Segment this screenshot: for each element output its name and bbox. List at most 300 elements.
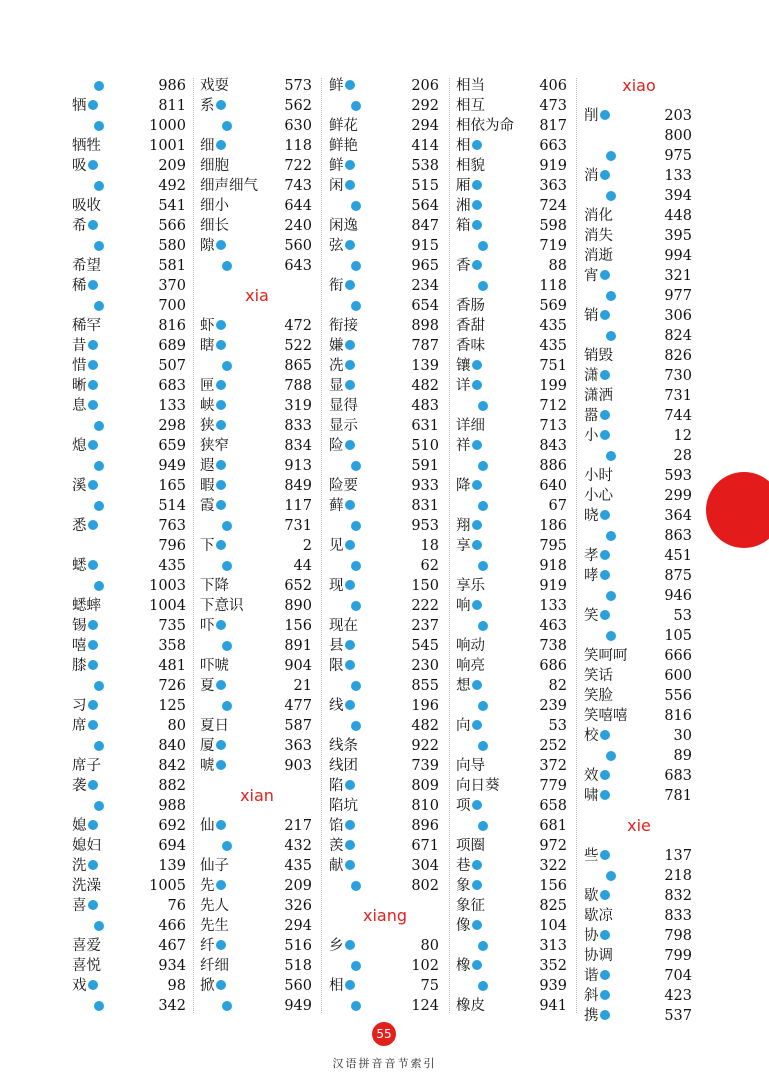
- circle-marker-icon: [222, 701, 232, 711]
- circle-marker-icon: [472, 880, 482, 890]
- entry-page-number: 824: [664, 328, 692, 344]
- circle-marker-icon: [222, 1001, 232, 1011]
- circle-marker-icon: [472, 140, 482, 150]
- entry-page-number: 842: [158, 758, 186, 774]
- entry-word: [584, 786, 610, 806]
- entry-word-text: 夏: [200, 678, 215, 694]
- index-entry: [329, 256, 441, 276]
- index-entry: [200, 76, 314, 96]
- entry-page-number: 507: [158, 358, 186, 374]
- entry-page-number: 913: [284, 458, 312, 474]
- entry-page-number: 372: [539, 758, 567, 774]
- entry-page-number: 364: [664, 508, 692, 524]
- index-entry: [200, 856, 314, 876]
- entry-word: [456, 856, 482, 876]
- entry-word-text: 笑话: [584, 668, 613, 684]
- index-entry: [456, 176, 569, 196]
- syllable-heading: xie: [627, 816, 651, 835]
- index-column-2: [200, 76, 314, 1016]
- entry-word-text: 蟋蟀: [72, 598, 101, 614]
- entry-word: [329, 76, 355, 96]
- entry-page-number: 30: [673, 728, 692, 744]
- entry-word: [456, 116, 514, 136]
- entry-word-text: 仙: [200, 818, 215, 834]
- entry-word: [72, 956, 101, 976]
- entry-word-text: 细小: [200, 198, 229, 214]
- entry-word: [329, 696, 355, 716]
- index-entry: [329, 456, 441, 476]
- index-entry: [72, 696, 188, 716]
- entry-page-number: 744: [664, 408, 692, 424]
- entry-word-text: 想: [456, 678, 471, 694]
- entry-word: [72, 696, 98, 716]
- entry-page-number: 118: [284, 138, 312, 154]
- index-entry: [584, 246, 694, 266]
- index-entry: [329, 476, 441, 496]
- circle-marker-icon: [600, 610, 610, 620]
- entry-word: [200, 176, 258, 196]
- entry-page-number: 322: [539, 858, 567, 874]
- entry-word: [329, 156, 355, 176]
- entry-word: [584, 306, 610, 326]
- index-entry: [200, 836, 314, 856]
- circle-marker-icon: [472, 720, 482, 730]
- entry-word: [584, 986, 610, 1006]
- circle-marker-icon: [345, 660, 355, 670]
- index-entry: [329, 156, 441, 176]
- index-entry: [200, 896, 314, 916]
- entry-page-number: 515: [411, 178, 439, 194]
- entry-page-number: 133: [664, 168, 692, 184]
- entry-word: [329, 656, 355, 676]
- index-entry: [72, 396, 188, 416]
- index-entry: [584, 226, 694, 246]
- circle-marker-icon: [88, 380, 98, 390]
- entry-word: [329, 816, 355, 836]
- index-entry: [200, 236, 314, 256]
- circle-marker-icon: [88, 700, 98, 710]
- entry-word: [200, 936, 226, 956]
- entry-page-number: 692: [158, 818, 186, 834]
- entry-page-number: 965: [411, 258, 439, 274]
- circle-marker-icon: [94, 581, 104, 591]
- entry-page-number: 358: [158, 638, 186, 654]
- section-spacer: [200, 306, 314, 316]
- entry-word: [329, 436, 355, 456]
- entry-word-text: 先生: [200, 918, 229, 934]
- entry-word: [584, 386, 613, 406]
- entry-word-text: 细声细气: [200, 178, 258, 194]
- index-entry: [72, 736, 188, 756]
- circle-marker-icon: [351, 461, 361, 471]
- index-column-5: [584, 76, 694, 1024]
- circle-marker-icon: [94, 241, 104, 251]
- circle-marker-icon: [94, 681, 104, 691]
- circle-marker-icon: [222, 521, 232, 531]
- entry-word-text: 峡: [200, 398, 215, 414]
- circle-marker-icon: [94, 921, 104, 931]
- entry-word: [456, 676, 482, 696]
- entry-page-number: 492: [158, 178, 186, 194]
- entry-word: [200, 956, 229, 976]
- entry-word-text: 霞: [200, 498, 215, 514]
- entry-page-number: 133: [539, 598, 567, 614]
- entry-word-text: 惜: [72, 358, 87, 374]
- entry-word-text: 笑脸: [584, 688, 613, 704]
- entry-word: [200, 896, 229, 916]
- entry-word-text: 希: [72, 218, 87, 234]
- index-entry: [329, 216, 441, 236]
- index-entry: [329, 356, 441, 376]
- entry-word: [72, 776, 98, 796]
- circle-marker-icon: [222, 561, 232, 571]
- entry-page-number: 186: [539, 518, 567, 534]
- entry-word: [329, 116, 358, 136]
- index-entry: [456, 476, 569, 496]
- index-entry: [456, 696, 569, 716]
- entry-page-number: 473: [539, 98, 567, 114]
- entry-page-number: 826: [664, 348, 692, 364]
- entry-word: [72, 716, 98, 736]
- entry-page-number: 671: [411, 838, 439, 854]
- index-entry: [456, 376, 569, 396]
- entry-word: [584, 486, 613, 506]
- circle-marker-icon: [88, 900, 98, 910]
- syllable-heading: xian: [240, 786, 274, 805]
- entry-page-number: 156: [284, 618, 312, 634]
- entry-word-text: 笑呵呵: [584, 648, 628, 664]
- circle-marker-icon: [88, 480, 98, 490]
- entry-word-text: 悉: [72, 518, 87, 534]
- index-entry: [200, 656, 314, 676]
- entry-page-number: 953: [411, 518, 439, 534]
- circle-marker-icon: [472, 520, 482, 530]
- entry-page-number: 560: [284, 238, 312, 254]
- entry-page-number: 886: [539, 458, 567, 474]
- entry-word: [200, 376, 226, 396]
- index-entry: [584, 726, 694, 746]
- entry-word-text: 锡: [72, 618, 87, 634]
- entry-word-text: 笑嘻嘻: [584, 708, 628, 724]
- entry-word: [584, 366, 610, 386]
- circle-marker-icon: [600, 890, 610, 900]
- entry-word-text: 相: [329, 978, 344, 994]
- index-entry: [200, 676, 314, 696]
- circle-marker-icon: [216, 140, 226, 150]
- circle-marker-icon: [345, 240, 355, 250]
- index-entry: [456, 316, 569, 336]
- entry-word: [584, 466, 613, 486]
- entry-word: [329, 376, 355, 396]
- entry-word-text: 习: [72, 698, 87, 714]
- entry-page-number: 2: [302, 538, 312, 554]
- column-divider: [449, 78, 450, 1013]
- entry-word-text: 厦: [200, 738, 215, 754]
- entry-word: [200, 476, 226, 496]
- entry-word: [456, 416, 485, 436]
- index-entry: [329, 136, 441, 156]
- circle-marker-icon: [345, 980, 355, 990]
- circle-marker-icon: [600, 770, 610, 780]
- index-entry: [200, 636, 314, 656]
- index-entry: [456, 676, 569, 696]
- entry-page-number: 1005: [149, 878, 186, 894]
- entry-word: [329, 336, 355, 356]
- entry-word-text: 鲜花: [329, 118, 358, 134]
- entry-word-text: 细胞: [200, 158, 229, 174]
- index-entry: [584, 206, 694, 226]
- index-entry: [329, 76, 441, 96]
- entry-word: [72, 216, 98, 236]
- circle-marker-icon: [351, 961, 361, 971]
- index-entry: [200, 96, 314, 116]
- entry-page-number: 694: [158, 838, 186, 854]
- entry-page-number: 939: [539, 978, 567, 994]
- index-entry: [456, 96, 569, 116]
- entry-word: [200, 716, 229, 736]
- entry-word: [584, 966, 610, 986]
- entry-word: [329, 836, 355, 856]
- entry-word-text: 闲: [329, 178, 344, 194]
- index-entry: [72, 96, 188, 116]
- index-entry: [72, 416, 188, 436]
- index-entry: [200, 396, 314, 416]
- entry-word-text: 香: [456, 258, 471, 274]
- circle-marker-icon: [216, 460, 226, 470]
- entry-word-text: 席子: [72, 758, 101, 774]
- entry-word-text: 熄: [72, 438, 87, 454]
- index-entry: [329, 516, 441, 536]
- index-entry: [72, 256, 188, 276]
- entry-word: [329, 976, 355, 996]
- entry-word: [329, 616, 358, 636]
- index-entry: [200, 336, 314, 356]
- entry-page-number: 825: [539, 898, 567, 914]
- entry-page-number: 802: [411, 878, 439, 894]
- entry-word-text: 纤细: [200, 958, 229, 974]
- section-spacer: [329, 926, 441, 936]
- circle-marker-icon: [351, 681, 361, 691]
- entry-page-number: 831: [411, 498, 439, 514]
- entry-word: [456, 796, 482, 816]
- index-entry: [72, 436, 188, 456]
- circle-marker-icon: [345, 700, 355, 710]
- index-entry: [584, 546, 694, 566]
- entry-page-number: 352: [539, 958, 567, 974]
- entry-word-text: 牺: [72, 98, 87, 114]
- circle-marker-icon: [478, 281, 488, 291]
- entry-page-number: 833: [664, 908, 692, 924]
- syllable-heading: xiao: [622, 76, 656, 95]
- entry-page-number: 724: [539, 198, 567, 214]
- entry-page-number: 209: [158, 158, 186, 174]
- index-entry: [200, 356, 314, 376]
- index-entry: [329, 756, 441, 776]
- circle-marker-icon: [600, 410, 610, 420]
- index-entry: [329, 816, 441, 836]
- index-entry: [456, 296, 569, 316]
- index-entry: [456, 336, 569, 356]
- entry-word: [200, 156, 229, 176]
- syllable-heading: xia: [245, 286, 269, 305]
- entry-word: [584, 346, 613, 366]
- index-entry: [329, 316, 441, 336]
- entry-word: [456, 376, 482, 396]
- circle-marker-icon: [216, 240, 226, 250]
- entry-word-text: 湘: [456, 198, 471, 214]
- circle-marker-icon: [88, 440, 98, 450]
- circle-marker-icon: [600, 310, 610, 320]
- circle-marker-icon: [222, 261, 232, 271]
- circle-marker-icon: [94, 81, 104, 91]
- index-entry: [72, 176, 188, 196]
- entry-page-number: 663: [539, 138, 567, 154]
- index-entry: [200, 816, 314, 836]
- entry-page-number: 432: [284, 838, 312, 854]
- entry-page-number: 538: [411, 158, 439, 174]
- entry-word: [72, 356, 98, 376]
- entry-page-number: 395: [664, 228, 692, 244]
- entry-page-number: 919: [539, 578, 567, 594]
- circle-marker-icon: [216, 820, 226, 830]
- entry-word-text: 隙: [200, 238, 215, 254]
- entry-page-number: 199: [539, 378, 567, 394]
- index-entry: [584, 346, 694, 366]
- circle-marker-icon: [600, 170, 610, 180]
- circle-marker-icon: [600, 930, 610, 940]
- entry-word-text: 显得: [329, 398, 358, 414]
- entry-word-text: 相依为命: [456, 118, 514, 134]
- entry-word-text: 鲜艳: [329, 138, 358, 154]
- entry-word: [329, 396, 358, 416]
- circle-marker-icon: [345, 340, 355, 350]
- circle-marker-icon: [600, 110, 610, 120]
- entry-page-number: 795: [539, 538, 567, 554]
- circle-marker-icon: [478, 561, 488, 571]
- entry-word-text: 橡皮: [456, 998, 485, 1014]
- index-column-4: [456, 76, 569, 1016]
- entry-word-text: 下意识: [200, 598, 244, 614]
- index-entry: [72, 916, 188, 936]
- entry-page-number: 689: [158, 338, 186, 354]
- entry-word-text: 香甜: [456, 318, 485, 334]
- entry-word-text: 削: [584, 108, 599, 124]
- entry-page-number: 545: [411, 638, 439, 654]
- entry-page-number: 477: [284, 698, 312, 714]
- circle-marker-icon: [472, 360, 482, 370]
- entry-word: [329, 756, 358, 776]
- entry-page-number: 863: [664, 528, 692, 544]
- entry-word: [329, 576, 355, 596]
- entry-word-text: 歇凉: [584, 908, 613, 924]
- circle-marker-icon: [216, 620, 226, 630]
- entry-page-number: 643: [284, 258, 312, 274]
- index-entry: [72, 716, 188, 736]
- entry-page-number: 934: [158, 958, 186, 974]
- circle-marker-icon: [88, 640, 98, 650]
- entry-word-text: 细: [200, 138, 215, 154]
- index-entry: [584, 1006, 694, 1026]
- entry-page-number: 510: [411, 438, 439, 454]
- entry-page-number: 896: [411, 818, 439, 834]
- entry-word-text: 协调: [584, 948, 613, 964]
- section-spacer: [584, 836, 694, 846]
- circle-marker-icon: [216, 400, 226, 410]
- index-entry: [329, 856, 441, 876]
- circle-marker-icon: [345, 780, 355, 790]
- circle-marker-icon: [606, 291, 616, 301]
- entry-page-number: 847: [411, 218, 439, 234]
- entry-page-number: 796: [158, 538, 186, 554]
- index-entry: [72, 676, 188, 696]
- entry-word-text: 消逝: [584, 248, 613, 264]
- entry-page-number: 855: [411, 678, 439, 694]
- circle-marker-icon: [600, 990, 610, 1000]
- entry-word-text: 乡: [329, 938, 344, 954]
- entry-page-number: 919: [539, 158, 567, 174]
- index-entry: [456, 496, 569, 516]
- entry-page-number: 832: [664, 888, 692, 904]
- circle-marker-icon: [351, 261, 361, 271]
- index-entry: [72, 76, 188, 96]
- circle-marker-icon: [216, 500, 226, 510]
- entry-word-text: 席: [72, 718, 87, 734]
- index-entry: [72, 636, 188, 656]
- index-entry: [584, 366, 694, 386]
- entry-word: [329, 176, 355, 196]
- index-entry: [456, 956, 569, 976]
- entry-word-text: 系: [200, 98, 215, 114]
- index-entry: [200, 316, 314, 336]
- circle-marker-icon: [345, 580, 355, 590]
- entry-page-number: 566: [158, 218, 186, 234]
- entry-word: [329, 736, 358, 756]
- entry-word-text: 先人: [200, 898, 229, 914]
- entry-page-number: 573: [284, 78, 312, 94]
- entry-word-text: 昔: [72, 338, 87, 354]
- entry-page-number: 342: [158, 998, 186, 1014]
- entry-word-text: 狭窄: [200, 438, 229, 454]
- index-entry: [584, 306, 694, 326]
- entry-word: [584, 546, 610, 566]
- circle-marker-icon: [88, 520, 98, 530]
- index-entry: [584, 566, 694, 586]
- entry-page-number: 209: [284, 878, 312, 894]
- section-spacer: [584, 806, 694, 816]
- index-entry: [72, 656, 188, 676]
- column-divider: [193, 78, 194, 1013]
- entry-word: [456, 476, 482, 496]
- index-entry: [200, 376, 314, 396]
- circle-marker-icon: [478, 741, 488, 751]
- index-entry: [200, 996, 314, 1016]
- entry-word: [584, 926, 610, 946]
- entry-page-number: 798: [664, 928, 692, 944]
- entry-word: [72, 276, 98, 296]
- entry-page-number: 587: [284, 718, 312, 734]
- entry-word: [456, 256, 482, 276]
- entry-page-number: 898: [411, 318, 439, 334]
- entry-word-text: 衔: [329, 278, 344, 294]
- index-entry: [329, 336, 441, 356]
- circle-marker-icon: [88, 280, 98, 290]
- page-number: 55: [372, 1022, 396, 1046]
- index-entry: [584, 986, 694, 1006]
- entry-word: [329, 476, 358, 496]
- index-entry: [584, 426, 694, 446]
- entry-word-text: 笑: [584, 608, 599, 624]
- entry-page-number: 722: [284, 158, 312, 174]
